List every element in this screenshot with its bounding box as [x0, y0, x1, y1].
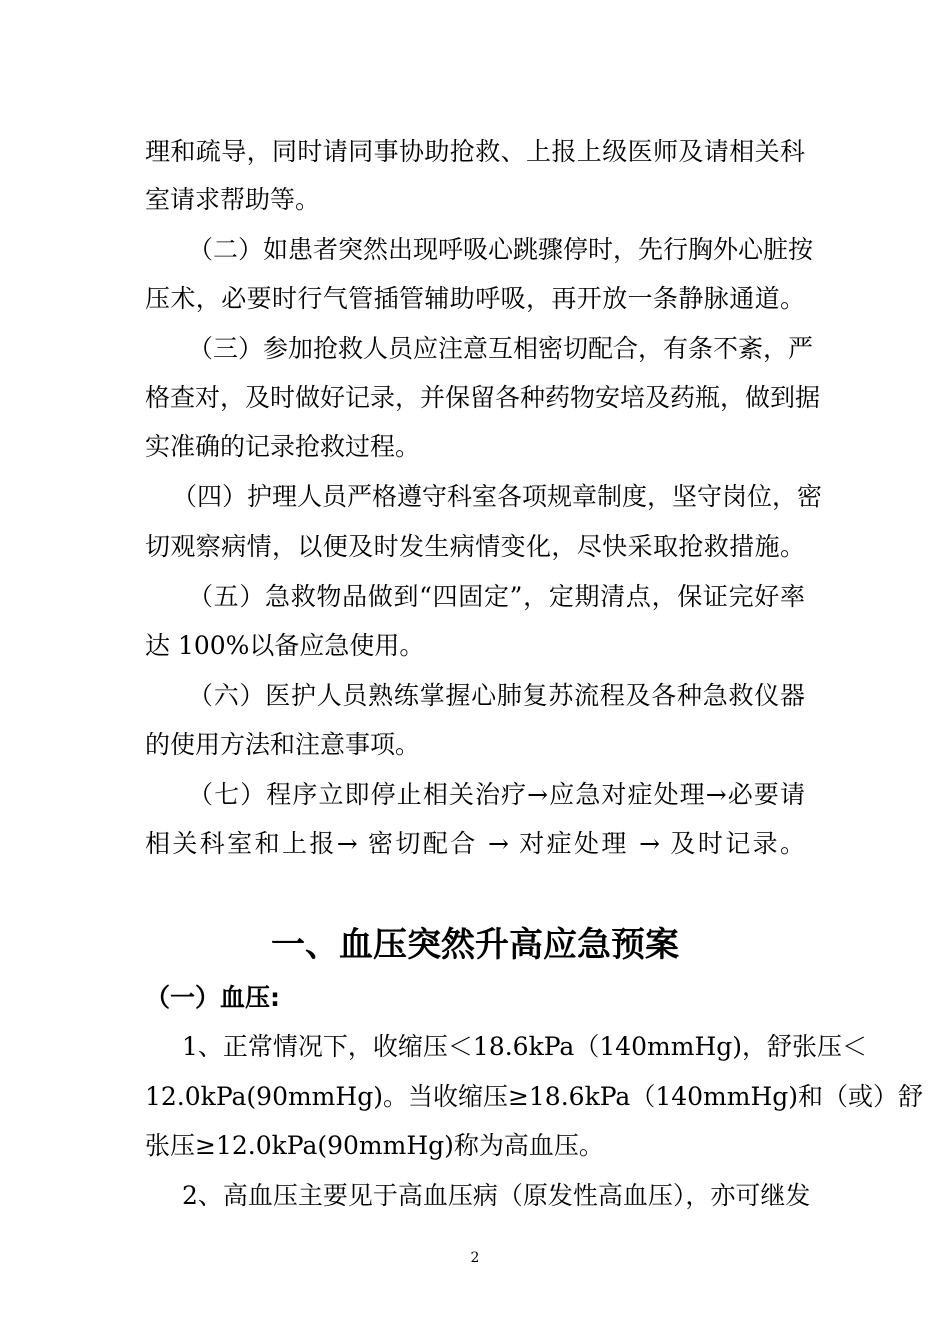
text-line: 1、正常情况下，收缩压＜18.6kPa（140mmHg)，舒张压＜ [182, 1032, 868, 1061]
text-line: （五）急救物品做到“四固定”，定期清点，保证完好率 [188, 582, 805, 611]
page-number: 2 [470, 1250, 480, 1266]
text-line: 2、高血压主要见于高血压病（原发性高血压），亦可继发 [182, 1181, 811, 1210]
text-line: 理和疏导，同时请同事协助抢救、上报上级医师及请相关科 [145, 137, 805, 166]
subsection-title: （一）血压: [145, 983, 280, 1012]
text-line: （四）护理人员严格遵守科室各项规章制度，坚守岗位，密 [172, 482, 823, 511]
text-line: 格查对，及时做好记录，并保留各种药物安培及药瓶，做到据 [145, 383, 821, 412]
text-line: 的使用方法和注意事项。 [145, 730, 421, 759]
text-line: 室请求帮助等。 [145, 185, 321, 214]
text-line: 实准确的记录抢救过程。 [145, 432, 421, 461]
text-line: 张压≥12.0kPa(90mmHg)称为高血压。 [145, 1131, 604, 1160]
text-line: （七）程序立即停止相关治疗→应急对症处理→必要请 [188, 780, 805, 809]
text-line: 切观察病情，以便及时发生病情变化，尽快采取抢救措施。 [145, 532, 805, 561]
text-line: （三）参加抢救人员应注意互相密切配合，有条不紊，严 [188, 334, 814, 363]
text-line: 压术，必要时行气管插管辅助呼吸，再开放一条静脉通道。 [145, 284, 805, 313]
section-title: 一、血压突然升高应急预案 [271, 925, 679, 965]
text-line: 达 100%以备应急使用。 [145, 631, 425, 660]
text-line: 12.0kPa(90mmHg)。当收缩压≥18.6kPa（140mmHg)和（或）舒 [145, 1082, 924, 1111]
text-line: （二）如患者突然出现呼吸心跳骤停时，先行胸外心脏按 [188, 235, 814, 264]
text-line: （六）医护人员熟练掌握心肺复苏流程及各种急救仪器 [188, 681, 805, 710]
text-line: 相关科室和上报→ 密切配合 → 对症处理 → 及时记录。 [145, 829, 805, 858]
